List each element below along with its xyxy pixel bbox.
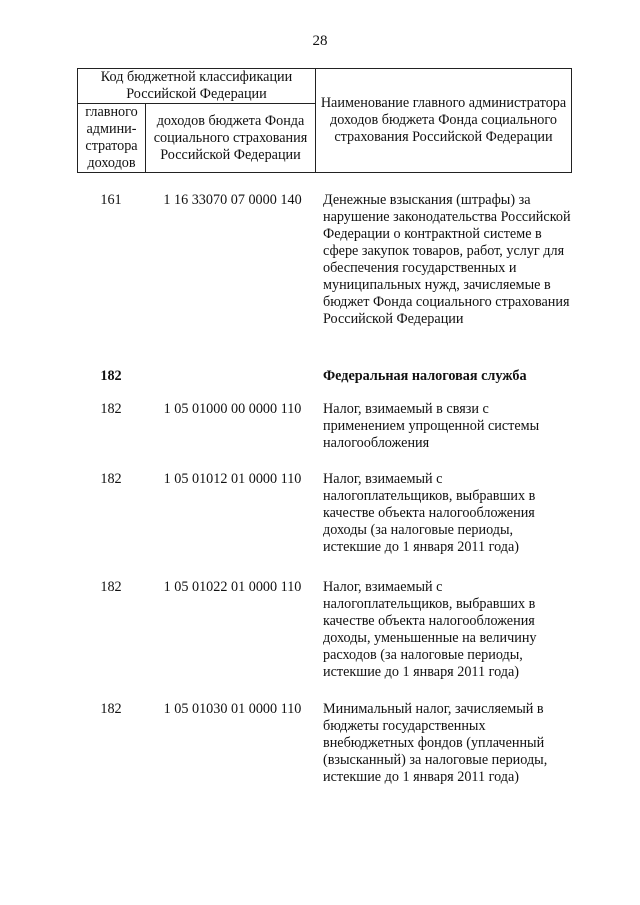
header-col-admin: главного админи-стратора доходов <box>78 104 146 173</box>
budget-code: 1 05 01022 01 0000 110 <box>163 579 302 595</box>
table-row <box>0 471 640 579</box>
budget-code: 1 05 01012 01 0000 110 <box>163 471 302 487</box>
header-group-title: Код бюджетной классификации Российской Федерации <box>78 69 316 104</box>
table-row <box>0 401 640 471</box>
table-header <box>77 68 572 173</box>
admin-code: 182 <box>100 368 122 384</box>
admin-code: 182 <box>100 471 122 487</box>
table-row <box>0 701 640 801</box>
row-name: Налог, взимаемый в связи с применением упрощенной системы налогообложения <box>323 401 540 451</box>
header-col-name: Наименование главного администратора доходов бюджета Фонда социального страхования Российской Федерации <box>316 69 572 173</box>
budget-code: 1 16 33070 07 0000 140 <box>163 192 302 208</box>
header-col-income: доходов бюджета Фонда социального страхования Российской Федерации <box>146 104 316 173</box>
table-row <box>0 368 640 401</box>
page-number: 28 <box>312 33 328 49</box>
admin-code: 182 <box>100 579 122 595</box>
table-row <box>0 192 640 368</box>
admin-code: 161 <box>100 192 122 208</box>
row-name: Налог, взимаемый с налогоплательщиков, выбравших в качестве объекта налогообложения доходы (за налоговые периоды, истекшие до 1 января 2011 года) <box>323 471 536 555</box>
row-name: Федеральная налоговая служба <box>323 368 527 384</box>
admin-code: 182 <box>100 701 122 717</box>
table-body <box>0 192 640 801</box>
admin-code: 182 <box>100 401 122 417</box>
row-name: Денежные взыскания (штрафы) за нарушение законодательства Российской Федерации о контрактной системе в сфере закупок товаров, работ, услуг для обеспечения государственных и муниципальных нужд, зачисляемые в бюджет Фонда социального страхования Российской Федерации <box>323 192 571 327</box>
table-row <box>0 579 640 701</box>
budget-code: 1 05 01030 01 0000 110 <box>163 701 302 717</box>
row-name: Минимальный налог, зачисляемый в бюджеты государственных внебюджетных фондов (уплаченный (взысканный) за налоговые периоды, истекшие до 1 января 2011 года) <box>323 701 548 785</box>
row-name: Налог, взимаемый с налогоплательщиков, выбравших в качестве объекта налогообложения доходы, уменьшенные на величину расходов (за налоговые периоды, истекшие до 1 января 2011 года) <box>323 579 537 680</box>
budget-code: 1 05 01000 00 0000 110 <box>163 401 302 417</box>
